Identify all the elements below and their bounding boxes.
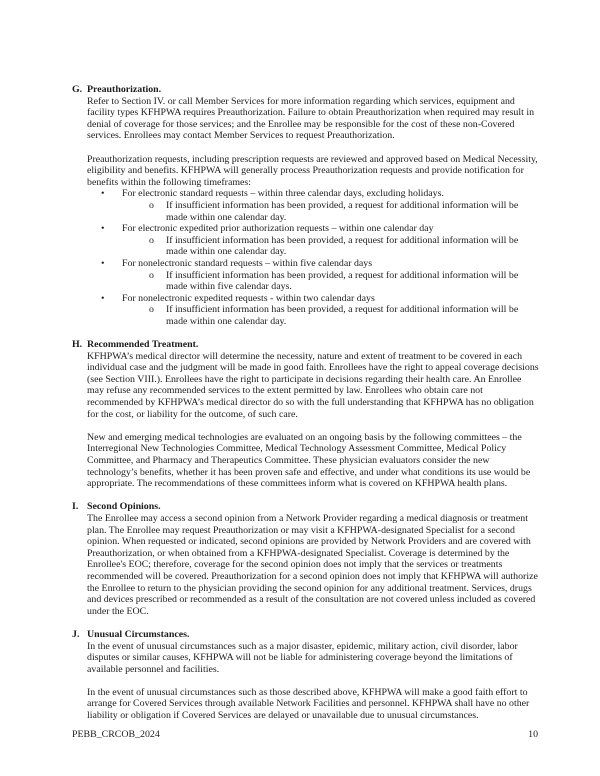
section-letter: G. (72, 84, 83, 95)
section-body (87, 351, 539, 490)
footer-page-number: 10 (528, 729, 538, 740)
section-body (87, 96, 539, 328)
section-letter: I. (72, 501, 79, 513)
section-title: Second Opinions. (87, 501, 161, 513)
sub-bullet-item (149, 234, 539, 258)
sub-bullet-marker: o (149, 269, 154, 281)
sub-bullet-item (149, 269, 539, 293)
paragraph: KFHPWA’s medical director will determine the necessity, nature and extent of treatment to be covered in each individual case and the judgment will be made in good faith. Enrollees have the right to appeal coverage decisions (see Section VIII.). Enrollees have the right to participate in decisions regarding their health care. An Enrollee may refuse any recommended services to the extent permitted by law. Enrollees who obtain care not recommended by KFHPWA’s medical director do so with the full understanding that KFHPWA has no obligation for the cost, or liability for the outcome, of such care. (87, 350, 539, 420)
section-heading (72, 629, 539, 641)
section-unusual-circumstances (72, 629, 539, 722)
section-letter: H. (72, 339, 83, 351)
section-heading (72, 339, 539, 351)
paragraph: In the event of unusual circumstances such as a major disaster, epidemic, military action, civil disorder, labor disputes or similar causes, KFHPWA will not be liable for administering coverage beyond the limitations of available personnel and facilities. (87, 640, 518, 675)
bullet-text: For electronic expedited prior authorization requests – within one calendar day (122, 223, 434, 235)
bullet-marker: • (101, 257, 105, 269)
bullet-list (87, 188, 539, 327)
section-recommended-treatment (72, 339, 539, 490)
section-heading (72, 501, 539, 513)
sub-bullet-text: If insufficient information has been provided, a request for additional information will be made within one calendar day. (166, 234, 519, 258)
section-heading (72, 84, 539, 96)
section-preauthorization (72, 84, 539, 327)
section-letter: J. (72, 628, 80, 640)
sub-bullet-item (149, 304, 539, 327)
section-second-opinions (72, 501, 539, 617)
section-body (87, 513, 539, 617)
section-title: Recommended Treatment. (87, 339, 199, 351)
bullet-item (101, 292, 539, 305)
bullet-text: For nonelectronic standard requests – within five calendar days (122, 257, 373, 269)
section-body (87, 641, 539, 722)
section-title: Preauthorization. (87, 84, 162, 95)
footer-doc-id: PEBB_CRCOB_2024 (72, 729, 160, 740)
bullet-item (101, 188, 539, 200)
sub-bullet-text: If insufficient information has been provided, a request for additional information will be made within one calendar day. (166, 199, 519, 223)
bullet-marker: • (101, 223, 105, 235)
sub-bullet-text: If insufficient information has been provided, a request for additional information will be made within five calendar days. (166, 269, 519, 293)
bullet-marker: • (101, 292, 105, 304)
paragraph: In the event of unusual circumstances such as those described above, KFHPWA will make a good faith effort to arrange for Covered Services through available Network Facilities and personnel. KFHPWA shall have no other liability or obligation if Covered Services are delayed or unavailable due to unusual circumstances. (87, 686, 530, 722)
sub-bullet-marker: o (149, 234, 154, 246)
bullet-item (101, 257, 539, 270)
sub-bullet-marker: o (149, 199, 154, 211)
paragraph: Preauthorization requests, including prescription requests are reviewed and approved based on Medical Necessity, eligibility and benefits. KFHPWA will generally process Preauthorization requests and provide notification for benefits within the following timeframes: (87, 153, 538, 188)
bullet-item (101, 223, 539, 235)
page-content (72, 84, 539, 733)
bullet-text: For electronic standard requests – within three calendar days, excluding holidays. (122, 188, 444, 200)
sub-bullet-marker: o (149, 304, 154, 316)
sub-bullet-text: If insufficient information has been provided, a request for additional information will be made within one calendar day. (166, 304, 519, 327)
paragraph: New and emerging medical technologies are evaluated on an ongoing basis by the following committees – the Interregional New Technologies Committee, Medical Technology Assessment Committee, Medical Policy Committee, and Pharmacy and Therapeutics Committee. These physician evaluators consider the new technology’s benefits, whether it has been proven safe and effective, and under what conditions its use would be appropriate. The recommendations of these committees inform what is covered on KFHPWA health plans. (87, 431, 531, 490)
paragraph: The Enrollee may access a second opinion from a Network Provider regarding a medical diagnosis or treatment plan. The Enrollee may request Preauthorization or may visit a KFHPWA-designated Specialist for a second opinion. When requested or indicated, second opinions are provided by Network Providers and are covered with Preauthorization, or when obtained from a KFHPWA-designated Specialist. Coverage is determined by the Enrollee's EOC; therefore, coverage for the second opinion does not imply that the services or treatments recommended will be covered. Preauthorization for a second opinion does not imply that KFHPWA will authorize the Enrollee to return to the physician providing the second opinion for any additional treatment. Services, drugs and devices prescribed or recommended as a result of the consultation are not covered unless included as covered under the EOC. (87, 512, 538, 617)
page-footer (72, 729, 538, 741)
bullet-marker: • (101, 188, 105, 200)
paragraph: Refer to Section IV. or call Member Services for more information regarding which services, equipment and facility types KFHPWA requires Preauthorization. Failure to obtain Preauthorization when required may result in denial of coverage for those services; and the Enrollee may be responsible for the cost of these non-Covered services. Enrollees may contact Member Services to request Preauthorization. (87, 95, 535, 142)
section-title: Unusual Circumstances. (87, 628, 190, 640)
bullet-text: For nonelectronic expedited requests - within two calendar days (122, 292, 375, 304)
sub-bullet-item (149, 199, 539, 223)
